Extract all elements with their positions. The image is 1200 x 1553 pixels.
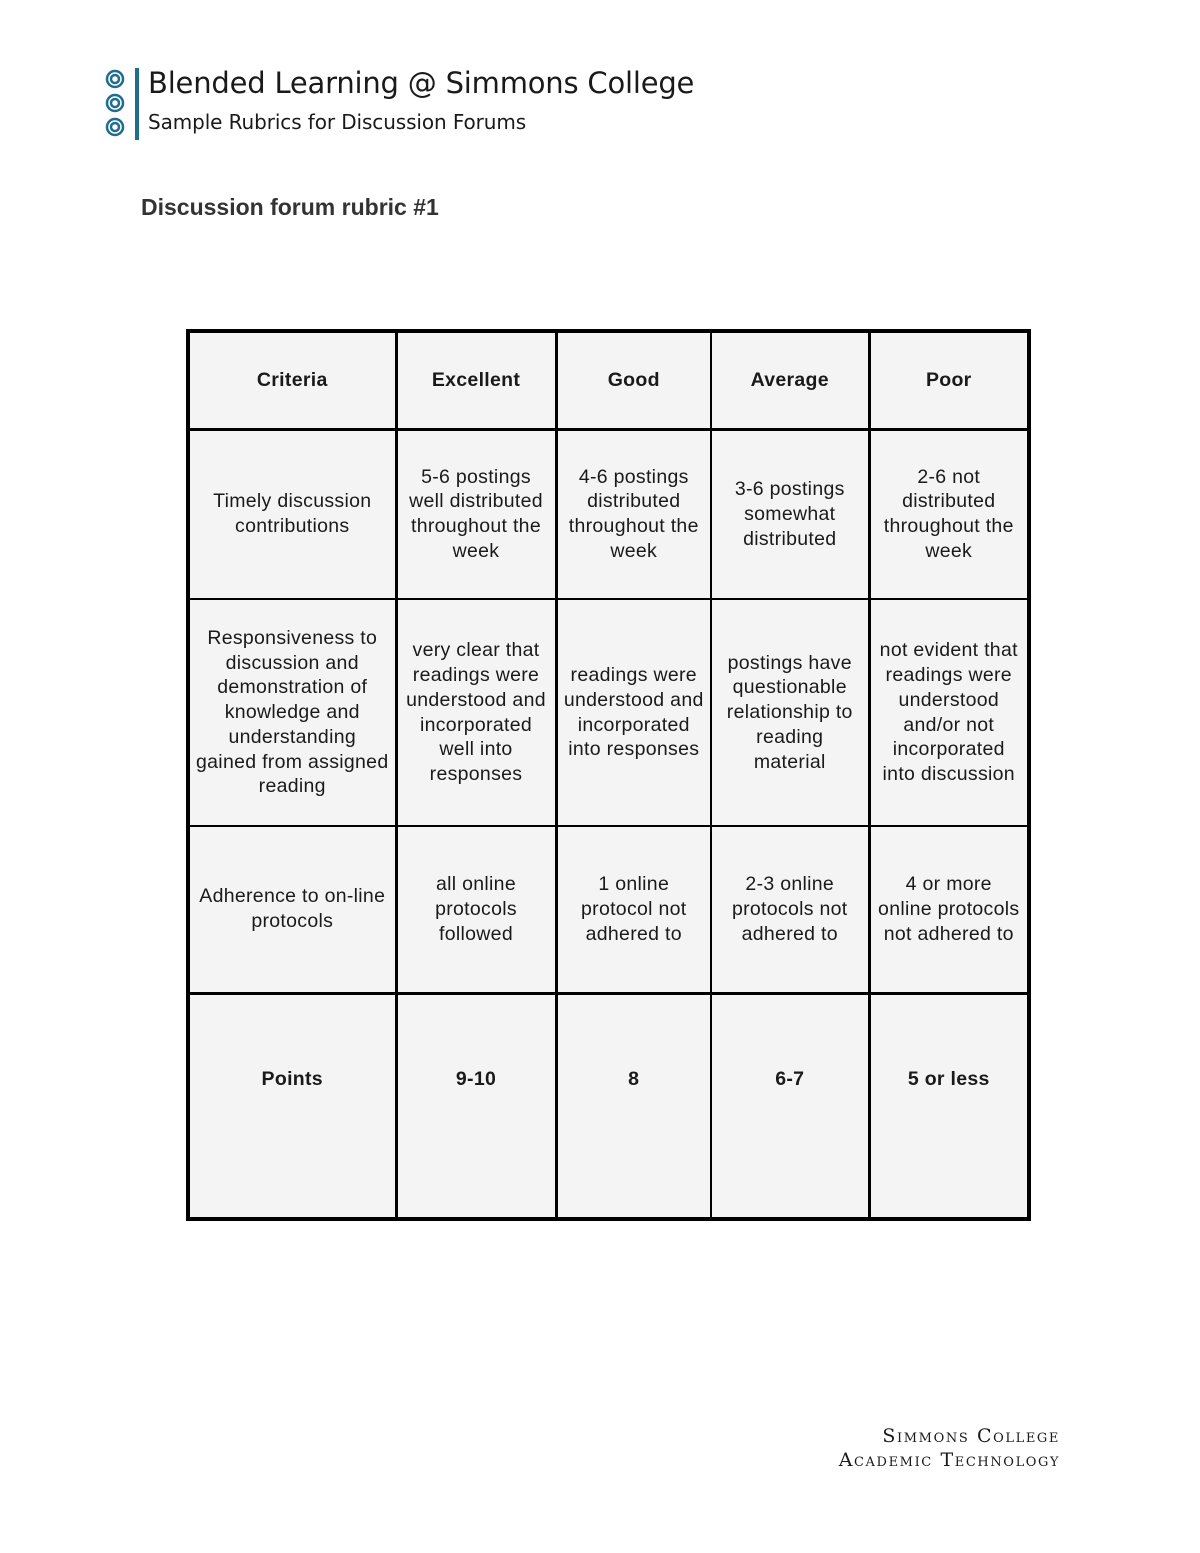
header-accent-bar <box>135 68 139 140</box>
criteria-cell: Adherence to on-line protocols <box>188 826 396 993</box>
excellent-cell: all online protocols followed <box>396 826 556 993</box>
poor-cell: 4 or more online protocols not adhered to <box>869 826 1029 993</box>
header-subtitle: Sample Rubrics for Discussion Forums <box>148 110 527 134</box>
points-row <box>188 993 1029 1219</box>
good-cell: 4-6 postings distributed throughout the week <box>556 429 711 599</box>
footer-department-name: Academic Technology <box>838 1449 1060 1471</box>
poor-cell: not evident that readings were understood and/or not incorporated into discussion <box>869 599 1029 826</box>
points-label: Points <box>188 993 396 1219</box>
column-header-excellent: Excellent <box>396 331 556 429</box>
table-header-row <box>188 331 1029 429</box>
points-average: 6-7 <box>711 993 869 1219</box>
header-title: Blended Learning @ Simmons College <box>148 66 695 100</box>
column-header-criteria: Criteria <box>188 331 396 429</box>
average-cell: postings have questionable relationship to reading material <box>711 599 869 826</box>
excellent-cell: very clear that readings were understood and incorporated well into responses <box>396 599 556 826</box>
points-excellent: 9-10 <box>396 993 556 1219</box>
poor-cell: 2-6 not distributed throughout the week <box>869 429 1029 599</box>
column-header-average: Average <box>711 331 869 429</box>
footer-college-name: Simmons College <box>882 1425 1060 1447</box>
table-row <box>188 826 1029 993</box>
column-header-good: Good <box>556 331 711 429</box>
table-row <box>188 599 1029 826</box>
column-header-poor: Poor <box>869 331 1029 429</box>
points-good: 8 <box>556 993 711 1219</box>
criteria-cell: Responsiveness to discussion and demonstration of knowledge and understanding gained from assigned reading <box>188 599 396 826</box>
average-cell: 2-3 online protocols not adhered to <box>711 826 869 993</box>
footer-organization <box>839 1424 1060 1472</box>
average-cell: 3-6 postings somewhat distributed <box>711 429 869 599</box>
points-poor: 5 or less <box>869 993 1029 1219</box>
good-cell: 1 online protocol not adhered to <box>556 826 711 993</box>
good-cell: readings were understood and incorporated into responses <box>556 599 711 826</box>
excellent-cell: 5-6 postings well distributed throughout the week <box>396 429 556 599</box>
table-row <box>188 429 1029 599</box>
page-title: Discussion forum rubric #1 <box>141 194 439 220</box>
logo-circles-icon <box>104 68 128 140</box>
rubric-table <box>186 329 1031 1221</box>
criteria-cell: Timely discussion contributions <box>188 429 396 599</box>
